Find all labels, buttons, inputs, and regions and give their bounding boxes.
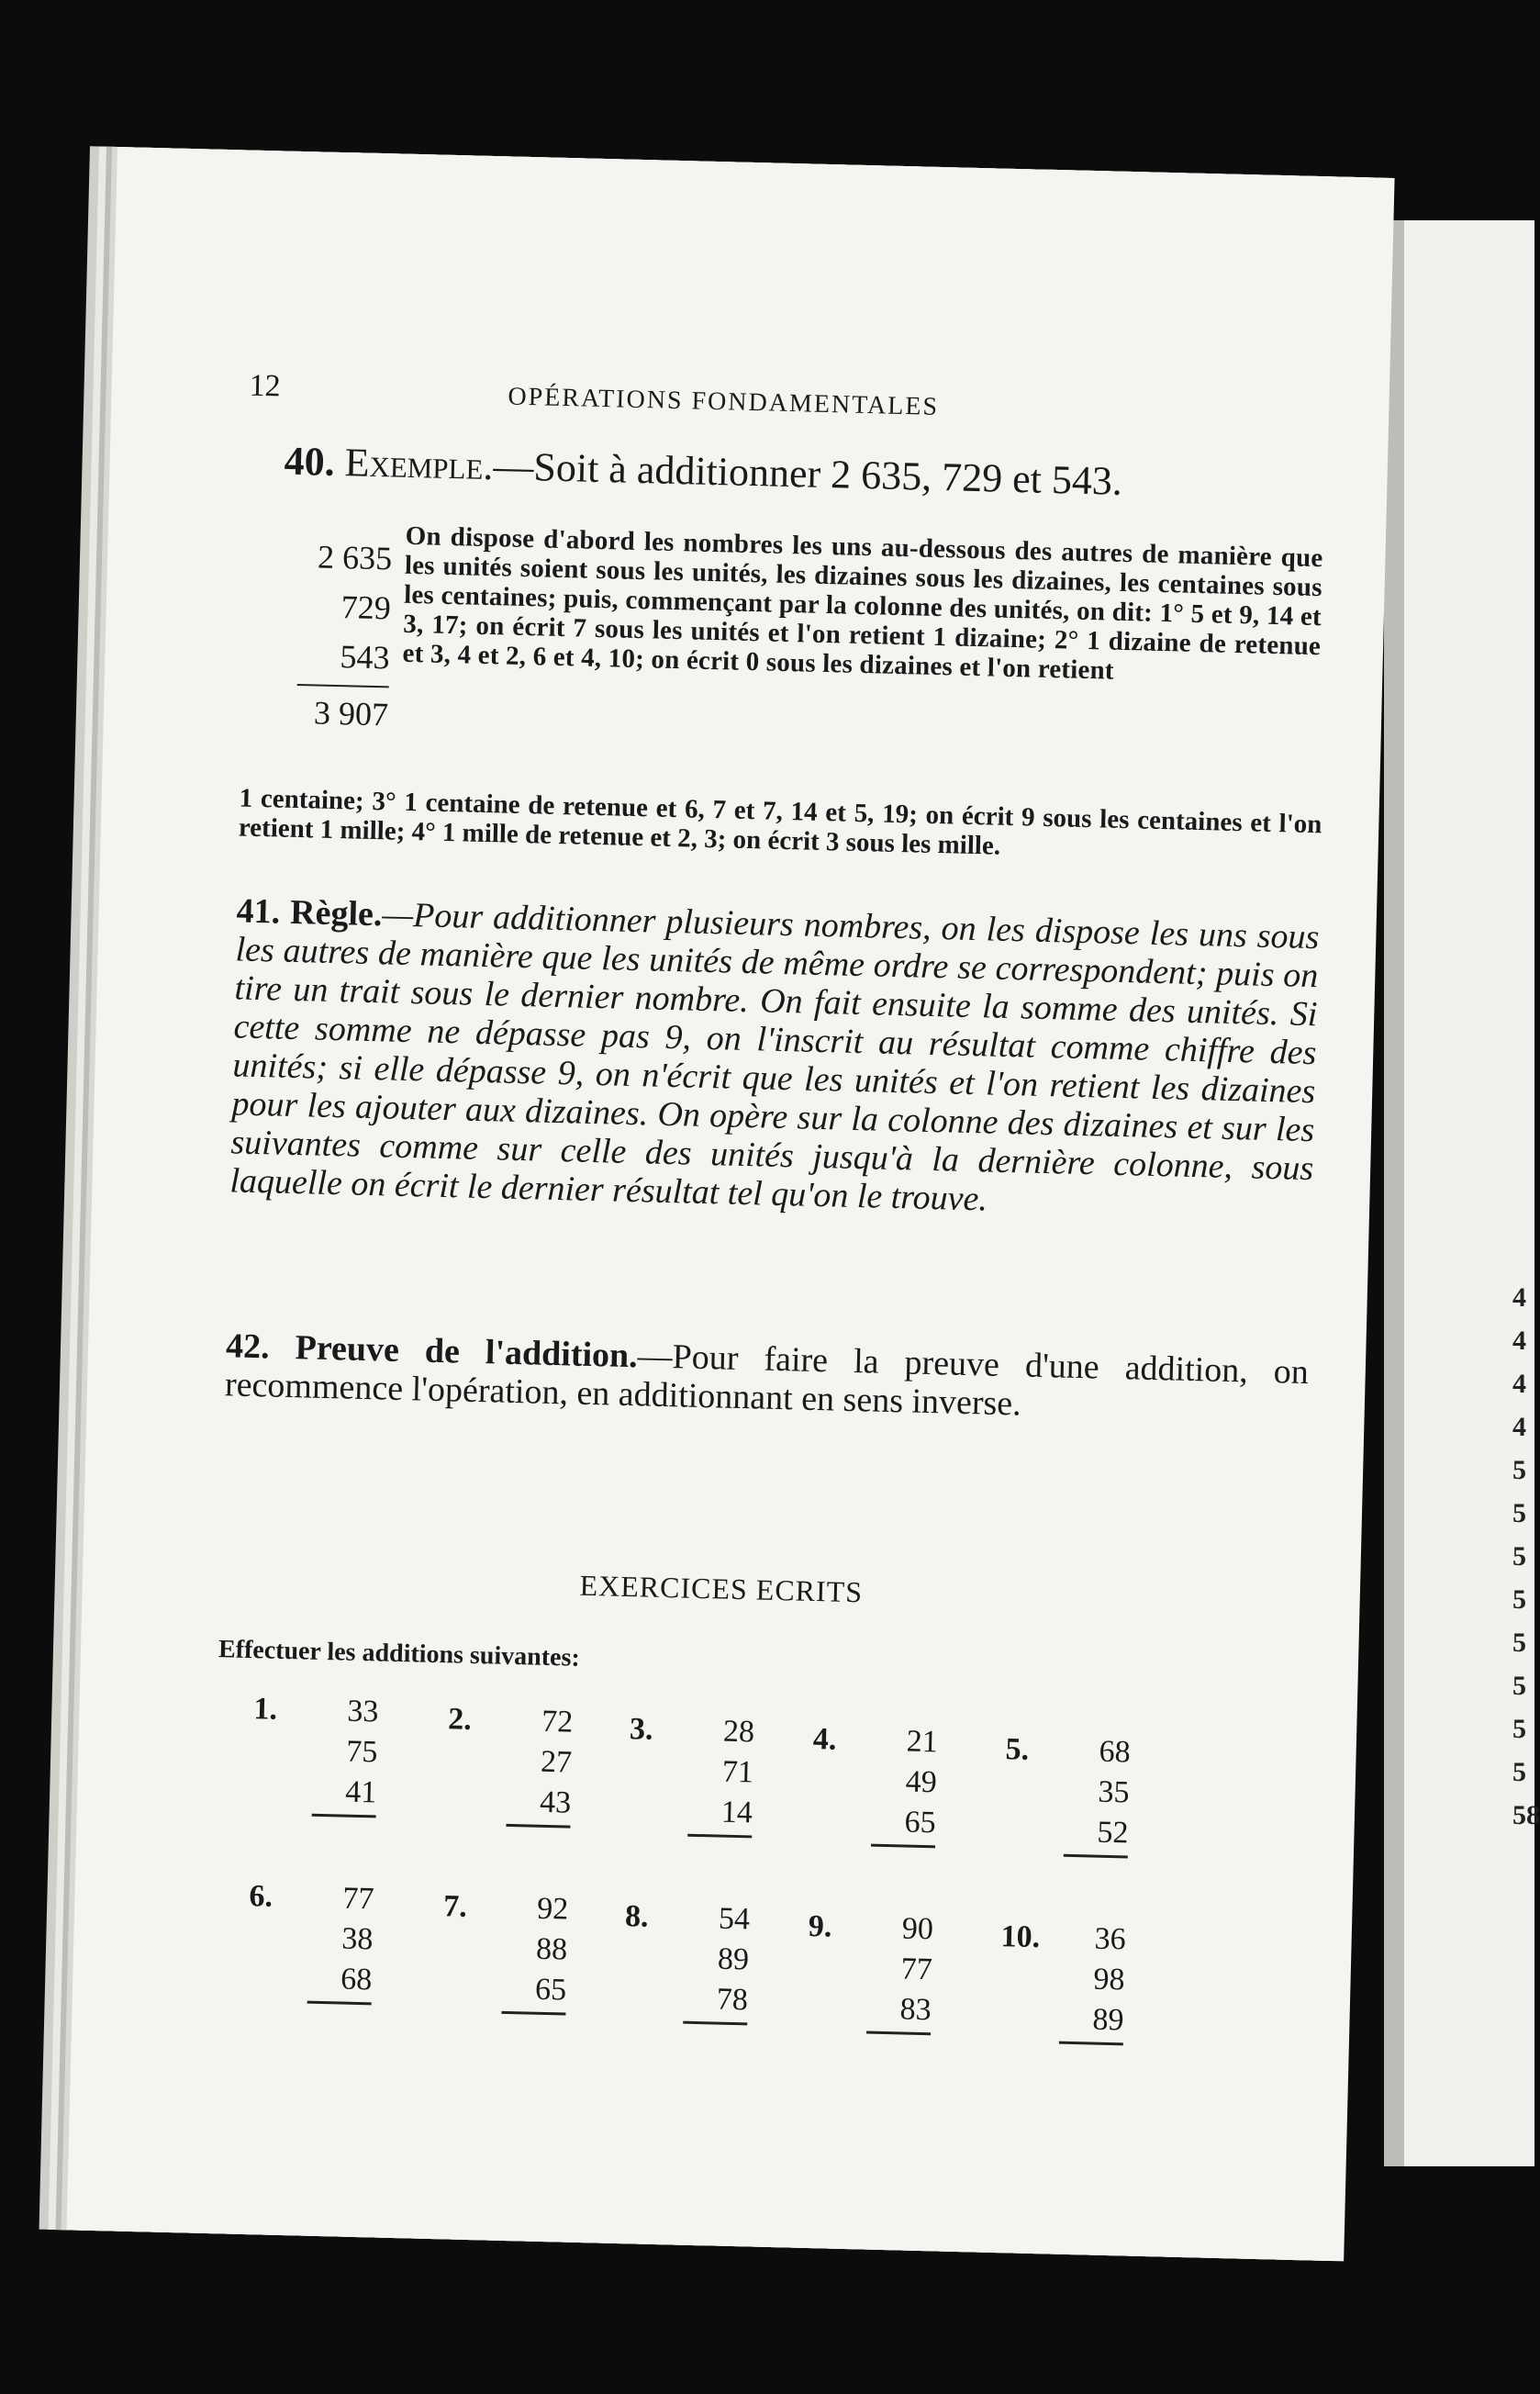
exercise-values xyxy=(312,1691,379,1818)
next-page-number: 5 xyxy=(1512,1498,1526,1528)
exercise-item xyxy=(812,1719,997,1840)
exercise-item xyxy=(442,1886,628,2008)
exercise-addend: 14 xyxy=(720,1795,753,1830)
proof-heading: Preuve de l'addition. xyxy=(295,1328,639,1376)
exercise-sum-rule xyxy=(501,2011,565,2016)
next-page-number: 58 xyxy=(1512,1800,1540,1830)
exercises-title: EXERCICES ECRITS xyxy=(579,1568,864,1609)
next-page-number: 5 xyxy=(1512,1541,1526,1572)
book-page xyxy=(67,147,1395,2261)
exercise-sum-rule xyxy=(312,1814,376,1818)
exercise-item xyxy=(629,1709,814,1830)
exercise-values xyxy=(866,1908,933,2036)
exercise-addend: 89 xyxy=(1092,2002,1124,2038)
exercise-addend: 36 xyxy=(1094,1921,1127,1957)
exercise-values xyxy=(687,1711,754,1839)
next-page-number: 5 xyxy=(1512,1757,1526,1787)
running-head: OPÉRATIONS FONDAMENTALES xyxy=(508,382,940,421)
exercise-item xyxy=(808,1907,992,2028)
exercise-addend: 27 xyxy=(540,1744,573,1780)
page-gutter xyxy=(1384,220,1404,2166)
proof-number: 42. xyxy=(225,1326,271,1367)
exercise-addend: 21 xyxy=(906,1724,939,1760)
exercise-addend: 65 xyxy=(904,1805,937,1840)
next-page-numbers xyxy=(1512,1276,1540,1837)
exercise-item xyxy=(1005,1729,1189,1851)
exercise-sum-rule xyxy=(307,2001,372,2006)
exercise-item xyxy=(447,1699,632,1820)
exercise-addend: 71 xyxy=(721,1754,754,1790)
addend-1: 2 635 xyxy=(317,538,393,577)
next-page-number: 5 xyxy=(1512,1671,1526,1701)
exercise-addend: 68 xyxy=(340,1962,373,1997)
addend-3: 543 xyxy=(340,638,390,677)
exercise-addend: 49 xyxy=(905,1764,938,1800)
exercise-addend: 38 xyxy=(340,1921,374,1957)
next-page-number: 4 xyxy=(1512,1326,1526,1356)
exercise-addend: 77 xyxy=(342,1881,374,1917)
exercise-label: 3. xyxy=(629,1712,653,1747)
example-explanation-continued: 1 centaine; 3° 1 centaine de retenue et 6, 7 et 7, 14 et 5, 19; on écrit 9 sous les centaines et l'on retient 1 mille; 4° 1 mille de retenue et 2, 3; on écrit 3 sous les mille. xyxy=(238,783,1322,861)
exercise-addend: 89 xyxy=(717,1941,750,1977)
exercises-instruction: Effectuer les additions suivantes: xyxy=(218,1635,581,1672)
exercise-label: 7. xyxy=(442,1889,468,1924)
exercise-item xyxy=(253,1689,438,1810)
exercise-values xyxy=(1059,1919,1126,2046)
page-header xyxy=(249,369,1333,442)
exercise-addend: 75 xyxy=(345,1734,378,1770)
exercise-item xyxy=(1000,1917,1185,2038)
exercise-addend: 77 xyxy=(900,1952,933,1987)
exercise-addend: 72 xyxy=(541,1704,574,1740)
exercise-sum-rule xyxy=(871,1844,935,1849)
exercise-addend: 65 xyxy=(534,1972,567,2008)
rule-paragraph xyxy=(229,891,1320,1226)
next-page-number: 4 xyxy=(1512,1369,1526,1399)
exercise-item xyxy=(624,1896,809,2018)
exercise-values xyxy=(307,1878,374,2006)
addition-total: 3 907 xyxy=(313,694,389,733)
proof-paragraph xyxy=(225,1326,1310,1430)
exercise-addend: 92 xyxy=(536,1891,569,1927)
exercise-addend: 88 xyxy=(535,1931,568,1967)
exercise-addend: 98 xyxy=(1093,1962,1125,1997)
example-label: Exemple. xyxy=(344,440,495,489)
proof-text: —Pour faire la preuve d'une addition, on recommence l'opération, en additionnant en sens inverse. xyxy=(224,1337,1310,1424)
next-page-number: 4 xyxy=(1512,1282,1526,1313)
exercise-sum-rule xyxy=(683,2021,747,2026)
exercise-addend: 35 xyxy=(1098,1774,1130,1810)
exercise-label: 1. xyxy=(253,1692,278,1727)
exercise-sum-rule xyxy=(1064,1854,1128,1859)
exercise-addend: 43 xyxy=(539,1784,572,1820)
exercise-addend: 68 xyxy=(1099,1734,1132,1770)
exercise-values xyxy=(1064,1731,1131,1859)
exercise-addend: 33 xyxy=(346,1694,379,1729)
exercise-label: 10. xyxy=(1000,1919,1041,1955)
addend-2: 729 xyxy=(340,588,392,627)
example-heading xyxy=(284,438,1122,505)
rule-number: 41. xyxy=(236,891,281,932)
rule-text: —Pour additionner plusieurs nombres, on les dispose les uns sous les autres de manière que les unités de même ordre se correspondent; puis on tire un trait sous le dernier nombre. On fait ensuite la somme des unités. Si cette somme ne dépasse pas 9, on l'inscrit au résultat comme chiffre des unités; si elle dépasse 9, on n'écrit que les unités et l'on retient les dizaines pour les ajouter aux dizaines. On opère sur la colonne des dizaines et sur les suivantes comme sur celle des unités jusqu'à la dernière colonne, sous laquelle on écrit le dernier résultat tel qu'on le trouve. xyxy=(229,895,1320,1219)
exercise-label: 2. xyxy=(447,1702,473,1737)
exercise-label: 5. xyxy=(1005,1732,1030,1767)
exercise-values xyxy=(506,1701,573,1829)
rule-heading: Règle. xyxy=(289,892,383,934)
exercise-addend: 41 xyxy=(344,1774,377,1810)
exercise-addend: 28 xyxy=(722,1714,755,1750)
exercise-sum-rule xyxy=(866,2031,931,2036)
exercise-addend: 83 xyxy=(899,1992,932,2028)
exercise-values xyxy=(871,1721,938,1849)
next-page-number: 5 xyxy=(1512,1628,1526,1658)
exercise-addend: 78 xyxy=(716,1982,749,2018)
exercise-label: 8. xyxy=(624,1899,650,1934)
page-number: 12 xyxy=(249,368,282,404)
exercise-label: 6. xyxy=(249,1879,273,1914)
example-number: 40. xyxy=(284,438,336,485)
exercise-sum-rule xyxy=(1059,2042,1123,2046)
next-page-number: 5 xyxy=(1512,1584,1526,1615)
exercise-addend: 90 xyxy=(901,1911,934,1947)
exercise-label: 9. xyxy=(808,1908,832,1944)
exercise-label: 4. xyxy=(812,1722,837,1757)
next-page-number: 5 xyxy=(1512,1714,1526,1744)
next-page-number: 5 xyxy=(1512,1455,1526,1485)
exercise-addend: 52 xyxy=(1097,1815,1129,1851)
example-title-rest: —Soit à additionner 2 635, 729 et 543. xyxy=(492,443,1123,504)
exercise-values xyxy=(683,1898,750,2026)
exercise-addend: 54 xyxy=(718,1901,751,1937)
next-page-number: 4 xyxy=(1512,1412,1526,1442)
example-addition xyxy=(296,531,392,739)
next-page-edge xyxy=(1384,220,1540,2166)
example-explanation: On dispose d'abord les nombres les uns au-dessous des autres de manière que les unités soient sous les unités, les dizaines sous les dizaines, les centaines sous les centaines; puis, commençant par la colonne des unités, on dit: 1° 5 et 9, 14 et 3, 17; on écrit 7 sous les unités et l'on retient 1 dizaine; 2° 1 dizaine de retenue et 3, 4 et 2, 6 et 4, 10; on écrit 0 sous les dizaines et l'on retient xyxy=(402,520,1323,686)
exercise-values xyxy=(501,1888,568,2016)
exercise-sum-rule xyxy=(687,1834,752,1839)
exercise-sum-rule xyxy=(506,1824,570,1829)
exercise-item xyxy=(249,1876,433,1997)
